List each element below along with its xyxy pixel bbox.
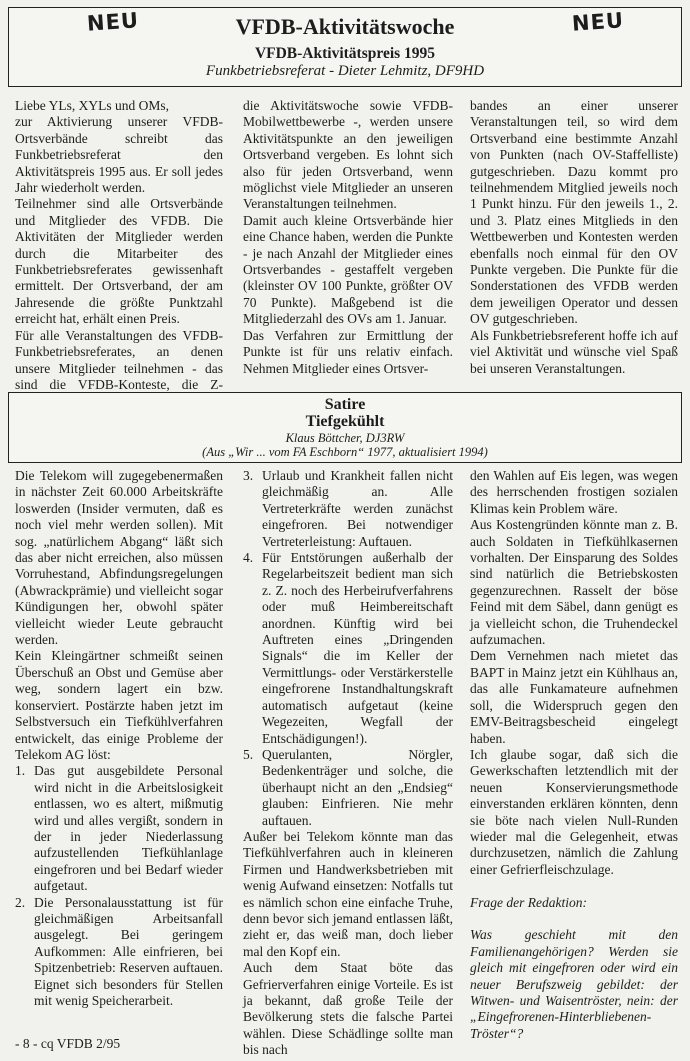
header-box — [8, 7, 682, 87]
satire-header-box — [8, 392, 682, 463]
page-footer: - 8 - cq VFDB 2/95 — [15, 1036, 121, 1051]
list-item — [15, 763, 223, 894]
list-text: Für Entstörungen außerhalb der Regelarbeitszeit bedient man sich z. Z. noch des Herbeirufverfahrens oder muß Heimbereitschaft anordnen. Künftig wird bei Auftreten eines „Dringenden Signals“ die im Keller der Vermittlungs- oder Verstärkerstelle eingefrorene Instandhaltungskraft automatisch aufgetaut (keine Wegezeiten, Wegfall der Entschädigungen!). — [262, 550, 453, 746]
satire-title: Tiefgekühlt — [305, 413, 385, 430]
article-title: VFDB-Aktivitätswoche — [235, 14, 455, 39]
paragraph: die Aktivitätswoche sowie VFDB-Mobilwettbewerbe -, werden unsere Aktivitätspunkte an den jeweiligen Ortsverband vergeben. Es lohnt sich also für jeden Ortsverband, wenn möglichst viele Mitglieder an unseren Veranstaltungen teilnehmen. — [243, 98, 453, 212]
list-item — [243, 468, 453, 550]
paragraph: Auch dem Staat böte das Gefrierverfahren einige Vorteile. Es ist ja bekannt, daß große Teile der Bevölkerung stets die falsche Partei wählen. Diese Schädlinge sollte man bis nach — [243, 960, 453, 1058]
paragraph: Das Verfahren zur Ermittlung der Punkte ist für uns relativ einfach. Nehmen Mitglieder eines Ortsver- — [243, 327, 453, 376]
editor-question: Was geschieht mit den Familienangehörigen? Werden sie gleich mit eingefroren oder wird ein neuer Berufszweig gebildet: der Witwen- und Waisentröster, nein: der „Eingefrorenen-Hinterbliebenen-Tröster“? — [470, 927, 678, 1041]
list-text: Das gut ausgebildete Personal wird nicht in die Arbeitslosigkeit entlassen, wo es altert, mißmutig wird und alles vergißt, sondern in der in jeder Niederlassung aufzustellenden Tiefkühlanlage eingefroren und bei Bedarf wieder aufgetaut. — [34, 763, 223, 894]
paragraph: Für alle Veranstaltungen des VFDB-Funkbetriebsreferates, an denen unsere Mitglieder teilnehmen - das sind die VFDB-Konteste, die Z- — [15, 327, 223, 392]
paragraph: Als Funkbetriebsreferent hoffe ich auf viel Aktivität und wünsche viel Spaß bei unseren Veranstaltungen. — [470, 327, 678, 376]
editor-question-label: Frage der Redaktion: — [470, 894, 587, 910]
list-item — [243, 550, 453, 747]
list-number: 2. — [15, 894, 26, 910]
satire-source: (Aus „Wir ... vom FA Eschborn“ 1977, aktualisiert 1994) — [202, 445, 488, 459]
paragraph: zur Aktivierung unserer VFDB-Ortsverbände schreibt das Funkbetriebsreferat den Aktivitätspreis 1995 aus. Er soll jedes Jahr wiederholt werden. — [15, 114, 223, 196]
article-byline: Funkbetriebsreferat - Dieter Lehmitz, DF9HD — [205, 63, 485, 79]
paragraph: Aus Kostengründen könnte man z. B. auch Soldaten in Tiefkühlkasernen vorhalten. Der Einsparung des Soldes sind natürlich die Betriebskosten gegenzurechnen. Rasselt der böse Feind mit dem Säbel, dann genügt es ja vielleicht schon, die Truhendeckel aufzumachen. — [470, 517, 678, 648]
list-number: 3. — [243, 468, 254, 483]
list-number: 1. — [15, 763, 26, 779]
paragraph: den Wahlen auf Eis legen, was wegen des herrschenden frostigen sozialen Klimas kein Problem wäre. — [470, 468, 678, 516]
paragraph: Die Telekom will zugegebenermaßen in nächster Zeit 60.000 Arbeitskräfte loswerden (Insider vermuten, daß es noch viel mehr werden sollen). Mit sog. „natürlichem Abgang“ läßt sich das aber nicht erreichen, also müssen Vorruhestand, Abfindungsregelungen (Abwrackprämie) und vielleicht sogar Kündigungen her, obwohl später vielleicht wieder Leute gebraucht werden. — [15, 468, 223, 648]
list-item — [243, 747, 453, 829]
paragraph: bandes an einer unserer Veranstaltungen teil, so wird dem Ortsverband eine bestimmte Anzahl von Punkten (nach OV-Staffelliste) gutgeschrieben. Dazu kommt pro teilnehmendem Mitglied jeweils noch 1 Punkt hinzu. Für den jeweils 1., 2. und 3. Platz eines Mitglieds in den Wettbewerben und Kontesten werden ebenfalls noch einmal für den OV Punkte vergeben. Die Punkte für die Sonderstationen des VFDB werden dem jeweiligen Operator und dessen OV gutgeschrieben. — [470, 98, 678, 327]
paragraph: Kein Kleingärtner schmeißt seinen Überschuß an Obst und Gemüse aber weg, sondern lagert ein bzw. konserviert. Postärzte haben jetzt im Selbstversuch ein Tiefkühlverfahren entwickelt, das einige Probleme der Telekom AG löst: — [15, 648, 223, 762]
satire-column-1 — [15, 468, 223, 1009]
paragraph: Ich glaube sogar, daß sich die Gewerkschaften letztendlich mit der neuen Konservierungsmethode einverstanden erklären könnten, denn sie böte nach vielen Null-Runden wieder mal die Gelegenheit, etwas durchzusetzen, nämlich die Zahlung einer Gefrierfleischzulage. — [470, 746, 678, 877]
list-number: 5. — [243, 746, 254, 762]
paragraph: Dem Vernehmen nach mietet das BAPT in Mainz jetzt ein Kühlhaus an, das alle Funkamateure aufnehmen soll, die Widerspruch gegen den EMV-Beitragsbescheid eingelegt haben. — [470, 648, 678, 746]
article-subtitle: VFDB-Aktivitätspreis 1995 — [254, 45, 436, 62]
satire-column-3 — [470, 468, 678, 1042]
article1-column-3 — [470, 98, 678, 377]
list-text: Die Personalausstattung ist für gleichmäßigen Arbeitsanfall ausgelegt. Bei geringem Aufkommen: Alle einfrieren, bei Spitzenbetrieb: Reserven auftauen. Eignet sich besonders für Stellen mit wenig Speicherarbeit. — [34, 894, 223, 1008]
paragraph: Außer bei Telekom könnte man das Tiefkühlverfahren auch in kleineren Firmen und Handwerksbetrieben mit wenig Aufwand einsetzen: Notfalls tut es nämlich schon eine einfache Truhe, denn bevor sich jemand entlassen läßt, zieht er, das weiß man, doch lieber mal den Kopf ein. — [243, 828, 453, 959]
paragraph: Liebe YLs, XYLs und OMs, — [15, 98, 169, 113]
paragraph: Teilnehmer sind alle Ortsverbände und Mitglieder des VFDB. Die Aktivitäten der Mitglieder werden durch die Mitarbeiter des Funkbetriebsreferates gewissenhaft ermittelt. Der Ortsverband, der am Jahresende die größte Punktzahl erreicht hat, erhält einen Preis. — [15, 196, 223, 327]
list-text: Urlaub und Krankheit fallen nicht gleichmäßig an. Alle Vertreterkräfte werden zunächst eingefroren. Bei notwendiger Vertreterleistung: Auftauen. — [262, 468, 453, 549]
list-number: 4. — [243, 550, 254, 566]
satire-kicker: Satire — [324, 396, 366, 413]
article1-column-1 — [15, 98, 223, 410]
paragraph: Damit auch kleine Ortsverbände hier eine Chance haben, werden die Punkte - je nach Anzahl der Mitglieder eines Ortsverbandes - gestaffelt vergeben (kleinster OV 100 Punkte, größter OV 70 Punkte). Maßgebend ist die Mitgliederzahl des OVs am 1. Januar. — [243, 212, 453, 327]
satire-author: Klaus Böttcher, DJ3RW — [285, 431, 405, 445]
neu-stamp-left: NEU — [86, 8, 140, 36]
article1-column-2 — [243, 98, 453, 377]
list-item — [15, 895, 223, 1010]
list-text: Querulanten, Nörgler, Bedenkenträger und solche, die überhaupt nicht an den „Endsieg“ glauben: Einfrieren. Nie mehr auftauen. — [262, 746, 453, 828]
neu-stamp-right: NEU — [571, 8, 625, 36]
satire-column-2 — [243, 468, 453, 1059]
